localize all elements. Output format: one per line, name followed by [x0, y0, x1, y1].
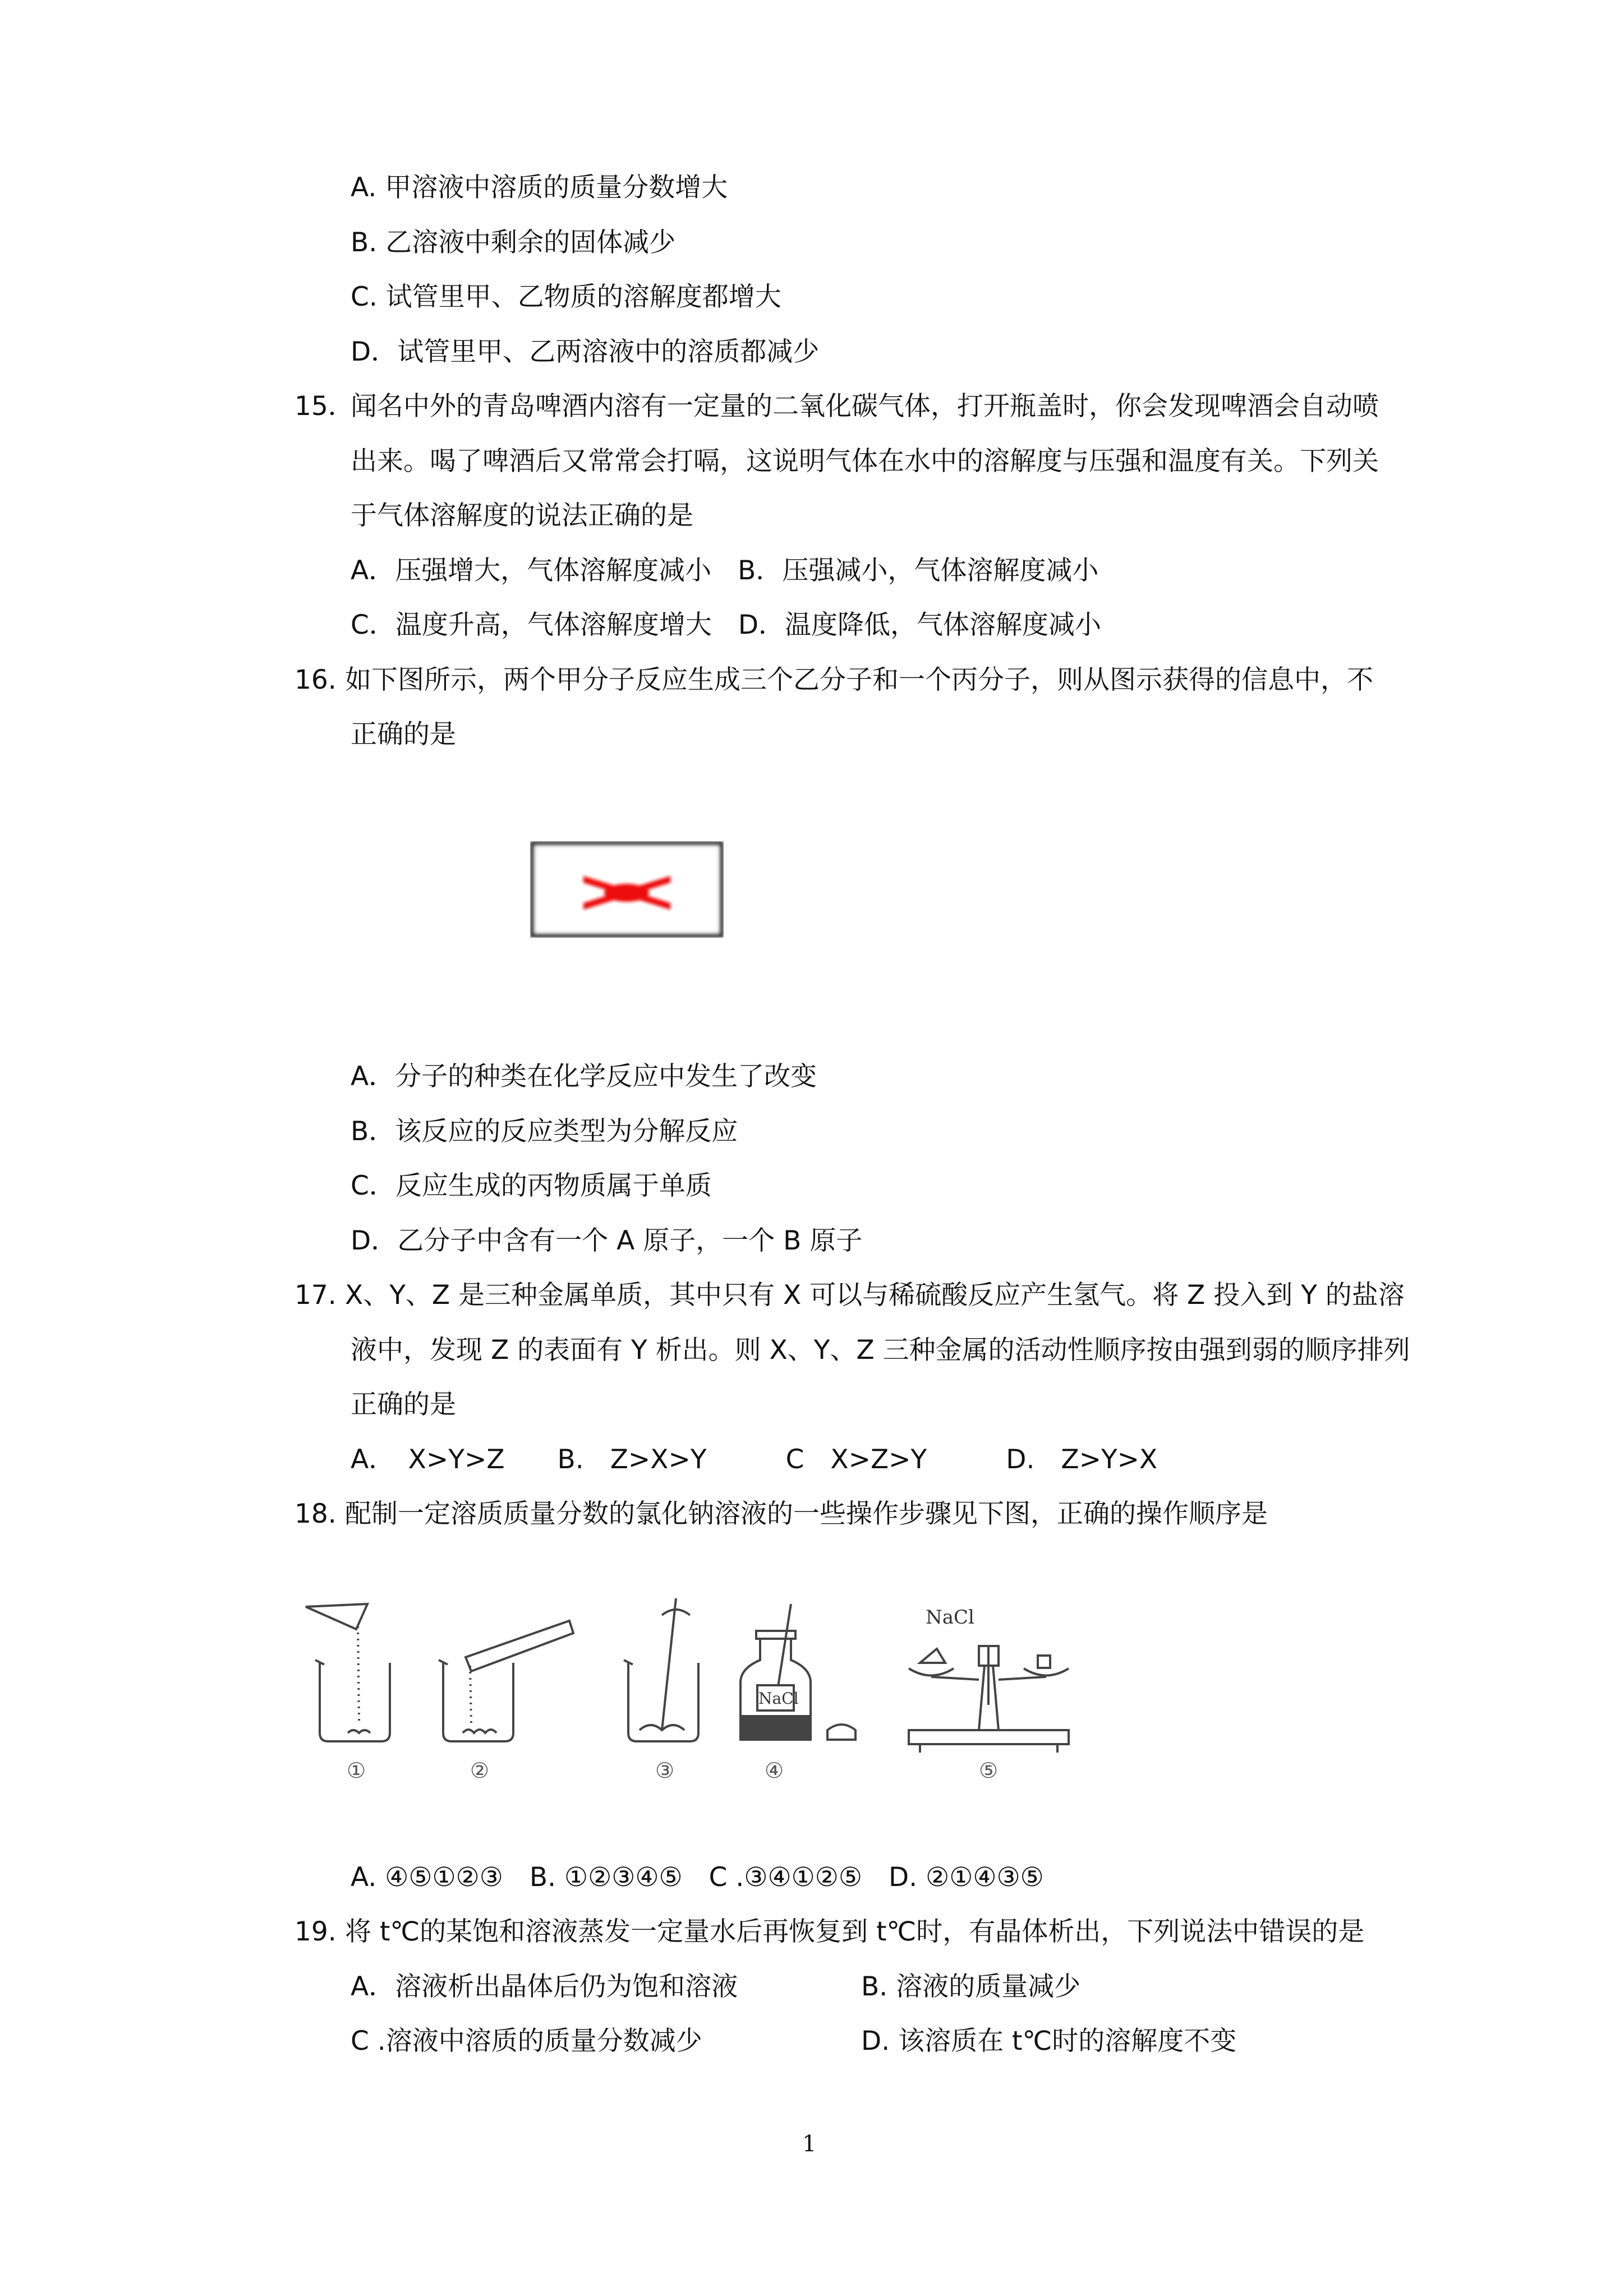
q16-number: 16.: [295, 665, 337, 695]
q14-option-b: B. 乙溶液中剩余的固体减少: [351, 227, 676, 258]
q15-stem-line3: 于气体溶解度的说法正确的是: [351, 500, 693, 531]
q15-stem-line1: 闻名中外的青岛啤酒内溶有一定量的二氧化碳气体，打开瓶盖时，你会发现啤酒会自动喷: [351, 391, 1379, 422]
q16-option-a: A．分子的种类在化学反应中发生了改变: [351, 1061, 817, 1092]
q14-option-d: D．试管里甲、乙两溶液中的溶质都减少: [351, 336, 820, 367]
page-number: 1: [802, 2131, 817, 2157]
q17-number: 17.: [295, 1280, 337, 1311]
figure-label-4: ④: [765, 1758, 784, 1783]
q17-stem-line2: 液中，发现 Z 的表面有 Y 析出。则 X、Y、Z 三种金属的活动性顺序按由强到弱的顺序排列: [351, 1335, 1410, 1366]
q15-options-row1: A．压强增大，气体溶解度减小 B．压强减小，气体溶解度减小: [351, 555, 1099, 586]
reagent-label-balance: NaCl: [926, 1606, 974, 1629]
broken-image-icon: [530, 841, 724, 938]
q14-option-a: A. 甲溶液中溶质的质量分数增大: [351, 172, 728, 203]
balance-icon: [909, 1646, 1069, 1753]
solution-preparation-figure: [303, 1593, 1116, 1795]
beaker-2-icon: [439, 1621, 573, 1741]
q15-options-row2: C．温度升高，气体溶解度增大 D．温度降低，气体溶解度减小: [351, 610, 1102, 640]
q19-option-a: A．溶液析出晶体后仍为饱和溶液: [351, 1971, 738, 2002]
q16-option-b: B．该反应的反应类型为分解反应: [351, 1116, 738, 1147]
figure-label-1: ①: [347, 1758, 366, 1783]
q17-stem-line3: 正确的是: [351, 1389, 456, 1420]
q17-stem-line1: X、Y、Z 是三种金属单质，其中只有 X 可以与稀硫酸反应产生氢气。将 Z 投入到 Y 的盐溶: [345, 1280, 1405, 1311]
figure-label-2: ②: [470, 1758, 490, 1783]
q18-number: 18.: [295, 1499, 337, 1529]
beaker-1-icon: [306, 1604, 390, 1741]
q15-stem-line2: 出来。喝了啤酒后又常常会打嗝，这说明气体在水中的溶解度与压强和温度有关。下列关: [351, 446, 1379, 477]
q16-option-c: C．反应生成的丙物质属于单质: [351, 1170, 712, 1201]
figure-label-3: ③: [655, 1758, 675, 1783]
q17-options: A． X>Y>Z B. Z>X>Y C X>Z>Y D. Z>Y>X: [351, 1444, 1158, 1475]
q19-option-c: C .溶液中溶质的质量分数减少: [351, 2026, 702, 2057]
q14-option-c: C. 试管里甲、乙物质的溶解度都增大: [351, 282, 781, 312]
q18-stem-line1: 配制一定溶质质量分数的氯化钠溶液的一些操作步骤见下图，正确的操作顺序是: [345, 1499, 1268, 1529]
q18-options: A. ④⑤①②③ B. ①②③④⑤ C .③④①②⑤ D. ②①④③⑤: [351, 1862, 1044, 1893]
q19-number: 19.: [295, 1916, 337, 1947]
q19-option-d: D. 该溶质在 t℃时的溶解度不变: [861, 2026, 1237, 2057]
q15-number: 15．: [295, 391, 355, 422]
q16-option-d: D．乙分子中含有一个 A 原子，一个 B 原子: [351, 1225, 863, 1256]
reagent-label-bottle: NaCl: [758, 1689, 799, 1708]
q19-stem-line1: 将 t℃的某饱和溶液蒸发一定量水后再恢复到 t℃时，有晶体析出，下列说法中错误的是: [345, 1916, 1365, 1947]
q19-option-b: B. 溶液的质量减少: [861, 1971, 1081, 2002]
beaker-3-icon: [624, 1598, 698, 1741]
q16-stem-line2: 正确的是: [351, 719, 456, 750]
figure-label-5: ⑤: [979, 1758, 999, 1783]
reagent-bottle-icon: [740, 1604, 855, 1740]
q16-stem-line1: 如下图所示，两个甲分子反应生成三个乙分子和一个丙分子，则从图示获得的信息中，不: [345, 665, 1373, 695]
